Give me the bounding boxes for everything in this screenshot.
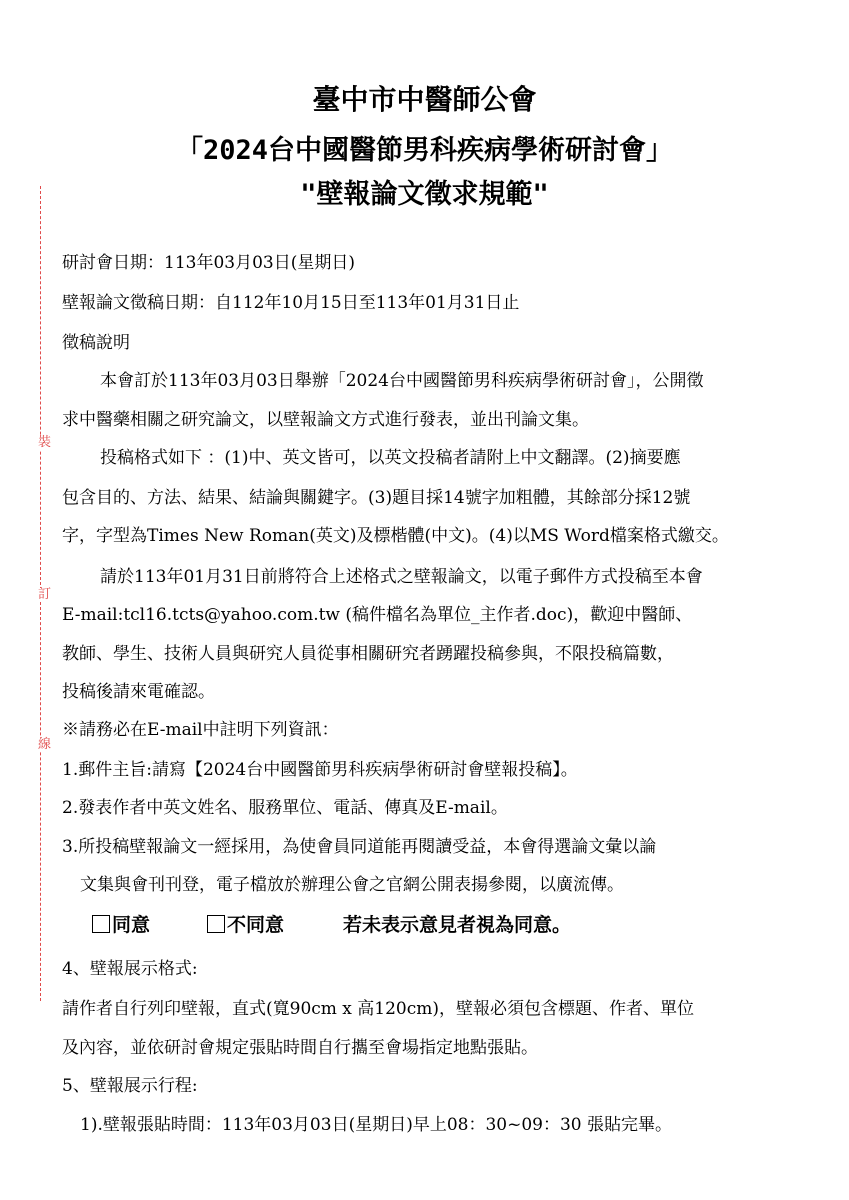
list-item-continuation: 文集與會刊刊登，電子檔放於辦理公會之官網公開表揚參閱，以廣流傳。	[80, 875, 624, 895]
event-title: 「2024台中國醫節男科疾病學術研討會」	[175, 135, 674, 166]
paragraph-line: 字，字型為Times New Roman(英文)及標楷體(中文)。(4)以MS Word檔案格式繳交。	[62, 526, 729, 546]
agree-label: 同意	[112, 914, 151, 936]
paragraph-line: 包含目的、方法、結果、結論與關鍵字。(3)題目採14號字加粗體，其餘部分採12號	[62, 488, 691, 508]
schedule-item: 1).壁報張貼時間：113年03月03日(星期日)早上08：30~09：30 張貼完畢。	[80, 1115, 673, 1135]
list-item: 3.所投稿壁報論文一經採用，為使會員同道能再閱讀受益，本會得選論文彙以論	[62, 837, 657, 857]
paragraph-line: 請作者自行列印壁報，直式(寬90cm x 高120cm)，壁報必須包含標題、作者、單位	[62, 999, 695, 1019]
list-item: 1.郵件主旨:請寫【2024台中國醫節男科疾病學術研討會壁報投稿】。	[62, 760, 578, 780]
notice-line: ※請務必在E-mail中註明下列資訊：	[62, 720, 339, 740]
paragraph-line: 投稿格式如下 ：(1)中、英文皆可，以英文投稿者請附上中文翻譯。(2)摘要應	[100, 448, 681, 468]
section-4-heading: 4、壁報展示格式:	[62, 959, 198, 979]
binding-mark-ding: 訂	[38, 587, 52, 602]
paragraph-line: E-mail:tcl16.tcts@yahoo.com.tw (稿件檔名為單位_主作者.doc)，歡迎中醫師、	[62, 605, 693, 625]
paragraph-line: 求中醫藥相關之研究論文，以壁報論文方式進行發表，並出刊論文集。	[62, 410, 589, 430]
binding-mark-zhuang: 裝	[38, 435, 52, 450]
section-5-heading: 5、壁報展示行程:	[62, 1076, 198, 1096]
disagree-checkbox[interactable]	[207, 915, 225, 933]
disagree-option[interactable]	[207, 914, 284, 936]
section-heading: 徵稿說明	[62, 333, 130, 353]
disagree-label: 不同意	[227, 914, 285, 936]
default-consent-note: 若未表示意見者視為同意。	[343, 914, 572, 936]
agree-checkbox[interactable]	[92, 915, 110, 933]
agree-option[interactable]	[92, 914, 150, 936]
binding-mark-xian: 線	[38, 737, 52, 752]
paragraph-line: 請於113年01月31日前將符合上述格式之壁報論文，以電子郵件方式投稿至本會	[100, 567, 703, 587]
paragraph-line: 本會訂於113年03月03日舉辦「2024台中國醫節男科疾病學術研討會」，公開徵	[100, 371, 704, 391]
document-subject: "壁報論文徵求規範"	[300, 179, 549, 210]
paragraph-line: 投稿後請來電確認。	[62, 682, 215, 702]
list-item: 2.發表作者中英文姓名、服務單位、電話、傳真及E-mail。	[62, 798, 508, 818]
conference-date: 研討會日期：113年03月03日(星期日)	[62, 253, 355, 273]
paragraph-line: 及內容，並依研討會規定張貼時間自行攜至會場指定地點張貼。	[62, 1038, 538, 1058]
submission-period: 壁報論文徵稿日期：自112年10月15日至113年01月31日止	[62, 293, 520, 313]
paragraph-line: 教師、學生、技術人員與研究人員從事相關研究者踴躍投稿參與，不限投稿篇數，	[62, 644, 674, 664]
org-title: 臺中市中醫師公會	[312, 83, 537, 116]
